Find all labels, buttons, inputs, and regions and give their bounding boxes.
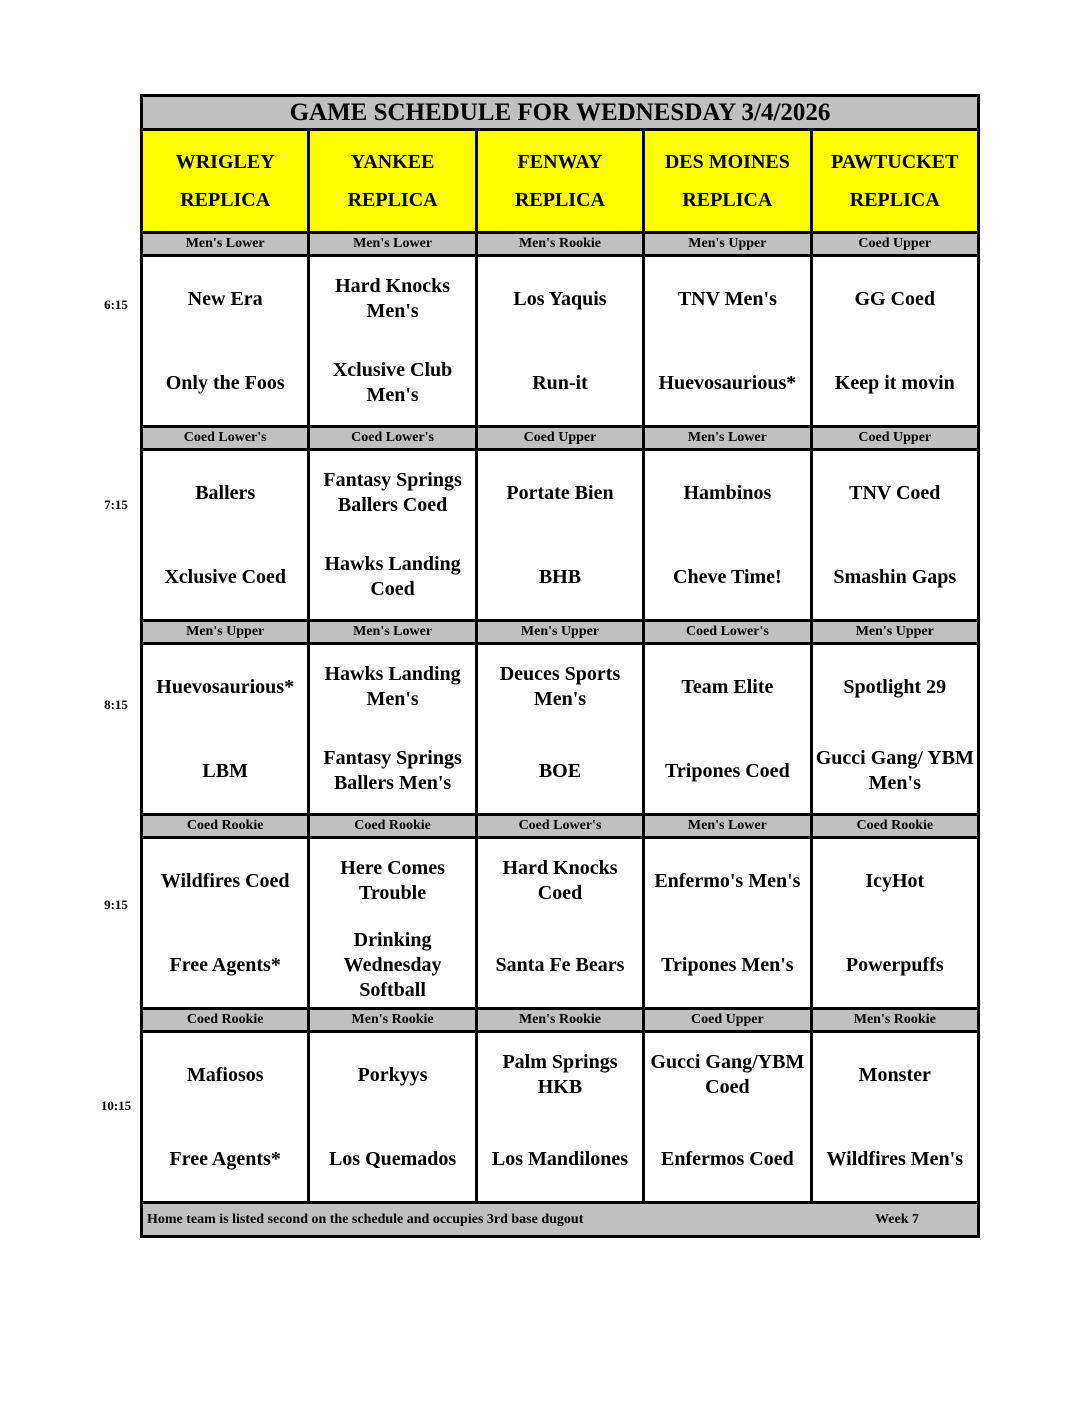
field-header bbox=[476, 130, 643, 233]
home-game-row bbox=[142, 341, 979, 427]
field-header bbox=[309, 130, 476, 233]
field-name: PAWTUCKET bbox=[831, 151, 959, 173]
home-team: Only the Foos bbox=[142, 341, 309, 427]
division-label: Coed Rookie bbox=[142, 1009, 309, 1032]
home-team: Wildfires Men's bbox=[811, 1117, 978, 1203]
division-row bbox=[142, 621, 979, 644]
field-subtitle: REPLICA bbox=[682, 189, 773, 211]
field-header bbox=[142, 130, 309, 233]
field-subtitle: REPLICA bbox=[180, 189, 271, 211]
away-team: Hard Knocks Men's bbox=[309, 256, 476, 342]
away-team: Huevosaurious* bbox=[142, 644, 309, 730]
field-header bbox=[811, 130, 978, 233]
away-team: Palm Springs HKB bbox=[476, 1032, 643, 1118]
field-name: WRIGLEY bbox=[175, 151, 275, 173]
away-game-row bbox=[142, 838, 979, 924]
away-team: Enfermo's Men's bbox=[644, 838, 811, 924]
field-subtitle: REPLICA bbox=[849, 189, 940, 211]
away-game-row bbox=[142, 450, 979, 536]
home-team: Tripones Coed bbox=[644, 729, 811, 815]
away-team: Monster bbox=[811, 1032, 978, 1118]
home-game-row bbox=[142, 1117, 979, 1203]
home-team: Hawks Landing Coed bbox=[309, 535, 476, 621]
field-header-row bbox=[142, 130, 979, 233]
away-team: Ballers bbox=[142, 450, 309, 536]
home-team: BOE bbox=[476, 729, 643, 815]
division-label: Men's Rookie bbox=[811, 1009, 978, 1032]
division-label: Men's Lower bbox=[644, 427, 811, 450]
home-team: Xclusive Club Men's bbox=[309, 341, 476, 427]
division-label: Coed Upper bbox=[476, 427, 643, 450]
away-team: Hawks Landing Men's bbox=[309, 644, 476, 730]
away-team: Mafiosos bbox=[142, 1032, 309, 1118]
away-team: Here Comes Trouble bbox=[309, 838, 476, 924]
division-label: Coed Rookie bbox=[142, 815, 309, 838]
away-team: New Era bbox=[142, 256, 309, 342]
field-subtitle: REPLICA bbox=[347, 189, 438, 211]
time-label: 6:15 bbox=[104, 297, 128, 312]
home-game-row bbox=[142, 729, 979, 815]
division-label: Coed Upper bbox=[644, 1009, 811, 1032]
home-team: Huevosaurious* bbox=[644, 341, 811, 427]
field-subtitle: REPLICA bbox=[514, 189, 605, 211]
away-team: Hambinos bbox=[644, 450, 811, 536]
away-team: Los Yaquis bbox=[476, 256, 643, 342]
division-label: Men's Upper bbox=[142, 621, 309, 644]
away-team: IcyHot bbox=[811, 838, 978, 924]
home-team: Free Agents* bbox=[142, 1117, 309, 1203]
field-name: DES MOINES bbox=[664, 151, 790, 173]
title-row bbox=[142, 96, 979, 130]
division-label: Coed Lower's bbox=[309, 427, 476, 450]
week-label: Week 7 bbox=[875, 1211, 919, 1227]
home-team: Tripones Men's bbox=[644, 923, 811, 1009]
home-team: Xclusive Coed bbox=[142, 535, 309, 621]
division-label: Men's Upper bbox=[476, 621, 643, 644]
away-game-row bbox=[142, 1032, 979, 1118]
time-label: 7:15 bbox=[104, 497, 128, 512]
division-label: Men's Rookie bbox=[476, 233, 643, 256]
home-team: Los Mandilones bbox=[476, 1117, 643, 1203]
field-name: YANKEE bbox=[350, 151, 435, 173]
division-label: Coed Upper bbox=[811, 233, 978, 256]
away-team: Spotlight 29 bbox=[811, 644, 978, 730]
away-team: GG Coed bbox=[811, 256, 978, 342]
division-label: Coed Lower's bbox=[476, 815, 643, 838]
division-label: Men's Lower bbox=[309, 621, 476, 644]
division-label: Coed Upper bbox=[811, 427, 978, 450]
time-label: 10:15 bbox=[100, 1098, 132, 1113]
home-team: Run-it bbox=[476, 341, 643, 427]
home-team: LBM bbox=[142, 729, 309, 815]
away-team: Team Elite bbox=[644, 644, 811, 730]
home-team: Fantasy Springs Ballers Men's bbox=[309, 729, 476, 815]
home-team: Drinking Wednesday Softball bbox=[309, 923, 476, 1009]
division-label: Men's Lower bbox=[309, 233, 476, 256]
division-row bbox=[142, 815, 979, 838]
away-team: Hard Knocks Coed bbox=[476, 838, 643, 924]
division-label: Coed Lower's bbox=[644, 621, 811, 644]
division-label: Men's Rookie bbox=[476, 1009, 643, 1032]
home-team: Keep it movin bbox=[811, 341, 978, 427]
field-name: FENWAY bbox=[517, 151, 603, 173]
field-header bbox=[644, 130, 811, 233]
away-team: Wildfires Coed bbox=[142, 838, 309, 924]
division-label: Coed Lower's bbox=[142, 427, 309, 450]
away-team: Deuces Sports Men's bbox=[476, 644, 643, 730]
home-team: Cheve Time! bbox=[644, 535, 811, 621]
home-team: Gucci Gang/ YBM Men's bbox=[811, 729, 978, 815]
home-team: Smashin Gaps bbox=[811, 535, 978, 621]
division-label: Coed Rookie bbox=[811, 815, 978, 838]
division-label: Men's Upper bbox=[644, 233, 811, 256]
away-team: Fantasy Springs Ballers Coed bbox=[309, 450, 476, 536]
home-team: Powerpuffs bbox=[811, 923, 978, 1009]
schedule-title: GAME SCHEDULE FOR WEDNESDAY 3/4/2026 bbox=[142, 96, 979, 130]
division-label: Men's Lower bbox=[644, 815, 811, 838]
away-team: TNV Coed bbox=[811, 450, 978, 536]
division-label: Men's Lower bbox=[142, 233, 309, 256]
home-game-row bbox=[142, 923, 979, 1009]
away-game-row bbox=[142, 256, 979, 342]
home-team: Santa Fe Bears bbox=[476, 923, 643, 1009]
away-game-row bbox=[142, 644, 979, 730]
schedule-table bbox=[140, 94, 980, 1238]
footer-row bbox=[142, 1203, 979, 1237]
away-team: Portate Bien bbox=[476, 450, 643, 536]
time-label: 9:15 bbox=[104, 897, 128, 912]
away-team: Gucci Gang/YBM Coed bbox=[644, 1032, 811, 1118]
home-team: Enfermos Coed bbox=[644, 1117, 811, 1203]
time-label: 8:15 bbox=[104, 697, 128, 712]
home-game-row bbox=[142, 535, 979, 621]
home-team: Los Quemados bbox=[309, 1117, 476, 1203]
division-label: Men's Upper bbox=[811, 621, 978, 644]
division-label: Men's Rookie bbox=[309, 1009, 476, 1032]
away-team: TNV Men's bbox=[644, 256, 811, 342]
home-team: BHB bbox=[476, 535, 643, 621]
division-row bbox=[142, 233, 979, 256]
division-label: Coed Rookie bbox=[309, 815, 476, 838]
footer-note: Home team is listed second on the schedule and occupies 3rd base dugout bbox=[147, 1211, 584, 1227]
division-row bbox=[142, 427, 979, 450]
away-team: Porkyys bbox=[309, 1032, 476, 1118]
footer bbox=[142, 1203, 979, 1237]
home-team: Free Agents* bbox=[142, 923, 309, 1009]
division-row bbox=[142, 1009, 979, 1032]
